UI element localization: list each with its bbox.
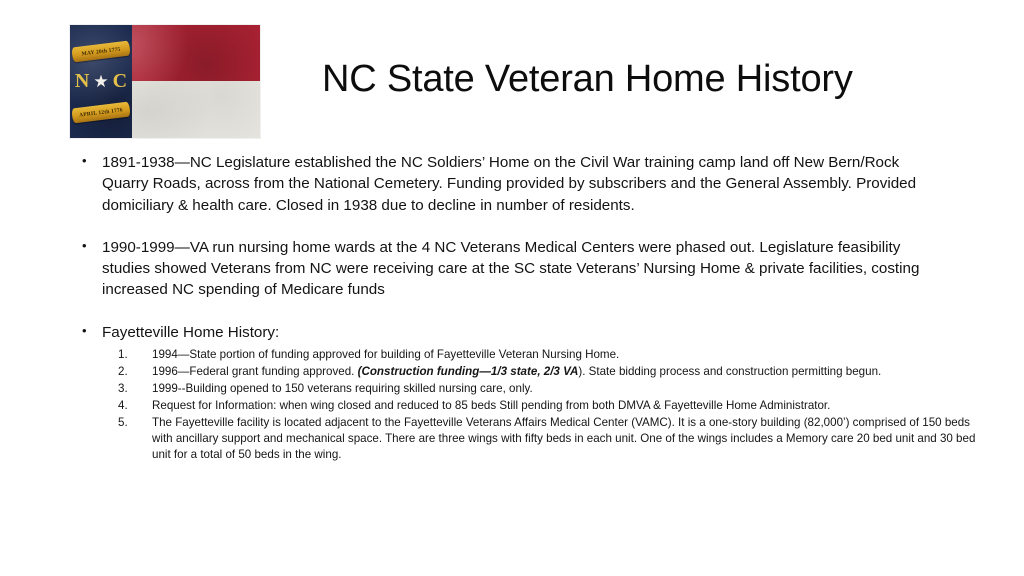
page-title: NC State Veteran Home History: [322, 58, 853, 100]
bullet-text-1: 1891-1938—NC Legislature established the NC Soldiers’ Home on the Civil War training camp land off New Bern/Rock Quarry Roads, across from the National Cemetery. Funding provided by subscribers and the General Assembly. Provided domiciliary & health care. Closed in 1938 due to decline in number of residents.: [102, 154, 917, 214]
flag-top-scroll-text: MAY 20th 1775: [81, 46, 121, 57]
bullet-marker-icon: •: [82, 322, 87, 338]
sub-item-emphasis-2: (Construction funding—1/3 state, 2/3 VA: [357, 364, 579, 378]
sub-item-text-3: 1999--Building opened to 150 veterans requiring skilled nursing care, only.: [152, 381, 533, 395]
sub-item-text-1: 1994—State portion of funding approved for building of Fayetteville Veteran Nursing Home.: [152, 347, 620, 361]
bullet-marker-icon: •: [82, 153, 87, 168]
bullet-item-1: [80, 152, 947, 216]
slide-header: [0, 0, 1024, 150]
star-icon: ★: [93, 71, 109, 91]
flag-letter-n: N: [74, 70, 90, 92]
numbered-sublist: [102, 347, 976, 463]
bullet-marker-icon: •: [82, 237, 87, 253]
bullet-text-3: Fayetteville Home History:: [102, 323, 280, 341]
bullet-item-2: [80, 237, 947, 301]
bullet-list: [0, 152, 1024, 463]
sub-item-5: [110, 415, 977, 463]
flag-nc-monogram: [70, 67, 132, 95]
sub-item-prefix-2: 1996—Federal grant funding approved.: [152, 364, 358, 378]
sub-item-3: [110, 381, 977, 397]
sub-item-2: [110, 364, 977, 380]
sub-item-1: [110, 347, 977, 363]
slide-body: [0, 152, 1024, 466]
flag-letter-c: C: [112, 70, 128, 92]
sub-item-4: [110, 398, 977, 414]
sub-item-suffix-2: ). State bidding process and construction permitting begun.: [578, 364, 882, 378]
flag-bottom-scroll-text: APRIL 12th 1776: [78, 106, 124, 119]
sub-item-text-5: The Fayetteville facility is located adjacent to the Fayetteville Veterans Affairs Medical Center (VAMC). It is a one-story building (82,000’) comprised of 150 beds with ancillary support and mechanical space. There are three wings with fifty beds in each unit. One of the wings includes a Memory care 20 bed unit and 30 bed unit for a total of 50 beds in the wing.: [152, 415, 976, 461]
bullet-item-3: [80, 322, 976, 463]
sub-item-text-4: Request for Information: when wing closed and reduced to 85 beds Still pending from both DMVA & Fayetteville Home Administrator.: [152, 398, 831, 412]
north-carolina-flag-image: [70, 25, 260, 138]
bullet-text-2: 1990-1999—VA run nursing home wards at the 4 NC Veterans Medical Centers were phased out. Legislature feasibility studies showed Veterans from NC were receiving care at the SC state Veterans’ Nursing Home & private facilities, costing increased NC spending of Medicare funds: [102, 238, 920, 299]
